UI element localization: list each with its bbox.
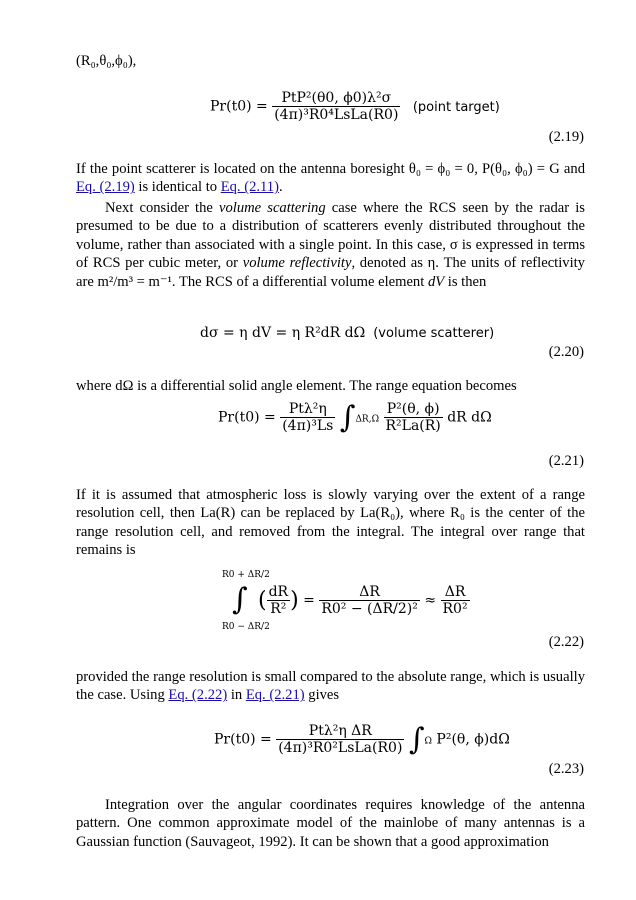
eq222-upper-limit: R0 + ΔR/2 [222, 570, 270, 580]
p1-text-c: . [278, 179, 283, 196]
eq221-denominator-2: R²La(R) [385, 418, 441, 434]
paragraph-boresight [76, 160, 585, 197]
eq220-text: dσ = η dV = η R²dR dΩ [200, 325, 366, 341]
eq221-lhs: Pr(t0) = [218, 409, 276, 426]
integral-sign-icon: ∫ [408, 722, 425, 757]
eq223-fraction [276, 723, 404, 756]
eq-2-22-link[interactable]: Eq. (2.22) [168, 687, 228, 704]
eq221-fraction-1 [280, 401, 335, 434]
equation-2-23 [214, 722, 510, 757]
eq222-fraction-3 [441, 584, 470, 617]
eq222-lower-limit: R0 − ΔR/2 [222, 622, 270, 632]
eq223-integral-domain: Ω [424, 736, 432, 747]
equation-number-2-22: (2.22) [548, 634, 584, 650]
eq222-denominator-2: R0² − (ΔR/2)² [321, 601, 418, 617]
equation-number-2-19: (2.19) [548, 129, 584, 145]
equation-2-19 [210, 90, 500, 123]
p2-italic-dv: dV [427, 273, 445, 290]
p5-text-b: in [227, 687, 246, 704]
p1-text-b: is identical to [134, 179, 221, 196]
eq219-note: (point target) [412, 99, 500, 115]
eq222-denominator-1: R² [270, 601, 287, 617]
eq219-numerator: PtP²(θ0, ϕ0)λ²σ [272, 90, 400, 107]
eq222-fraction-2 [319, 584, 420, 617]
right-paren-icon: ) [290, 588, 299, 613]
eq222-numerator-1: dR [268, 584, 289, 600]
eq221-numerator-1: Ptλ²η [280, 401, 335, 418]
p5-text-a: provided the range resolution is small compared to the absolute range, which is usually the case. Using [76, 669, 585, 704]
eq221-fraction-2 [384, 401, 443, 434]
eq222-denominator-3: R0² [442, 601, 468, 617]
paragraph-range-resolution [76, 668, 585, 705]
equation-number-2-23: (2.23) [548, 761, 584, 777]
p5-text-c: gives [304, 687, 340, 704]
eq221-denominator-1: (4π)³Ls [282, 418, 334, 434]
equation-2-22 [222, 570, 482, 636]
p2-text-b: case where the RCS seen by the radar is presumed to be due to a distribution of scatterers evenly distributed throughout the volume, rather than associated with a single point. In this case, σ is expressed in terms of RCS per cubic meter, or [76, 200, 585, 272]
eq219-denominator: (4π)³R0⁴LsLa(R0) [274, 107, 399, 123]
left-paren-icon: ( [258, 588, 267, 613]
paragraph-integration: Integration over the angular coordinates requires knowledge of the antenna pattern. One common approximate model of the mainlobe of many antennas is a Gaussian function (Sauvageot, 1992). It can be shown that a good approximation [76, 797, 585, 850]
eq223-lhs: Pr(t0) = [214, 731, 272, 748]
p2-italic-volume-scattering: volume scattering [219, 200, 326, 216]
paragraph-range-equation: where dΩ is a differential solid angle element. The range equation becomes [76, 378, 517, 394]
equation-2-20 [200, 325, 494, 341]
eq223-numerator: Ptλ²η ΔR [276, 723, 404, 740]
eq219-lhs: Pr(t0) = [210, 98, 268, 115]
eq220-note: (volume scatterer) [373, 326, 495, 341]
eq222-numerator-2: ΔR [319, 584, 420, 601]
p2-italic-volume-reflectivity: volume reflectivity [242, 255, 352, 272]
integral-sign-icon: ∫ [339, 400, 356, 435]
p2-text-c: , denoted as η. The units of reflectivity are m²/m³ = m⁻¹. The RCS of a differential volume element [76, 255, 585, 290]
equation-number-2-21: (2.21) [548, 453, 584, 469]
eq-2-11-link[interactable]: Eq. (2.11) [220, 179, 279, 196]
equation-2-21 [218, 400, 492, 435]
eq223-tail: P²(θ, ϕ)dΩ [436, 731, 510, 748]
eq-2-21-link[interactable]: Eq. (2.21) [245, 687, 305, 704]
eq219-fraction [272, 90, 400, 123]
p1-text-a: If the point scatterer is located on the antenna boresight θ₀ = ϕ₀ = 0, P(θ₀, ϕ₀) = G and [76, 161, 585, 177]
p2-text-d: is then [444, 273, 487, 290]
eq222-numerator-3: ΔR [441, 584, 470, 601]
eq222-body: ( $\frac{dR}{\text{R²}}$ ) = $\frac{\Delta R}{\text{R0² − (ΔR/2)²}}$ ≈ $\frac{\Delta R}{\text{R0²}}$ [258, 584, 468, 617]
opening-line: (R₀,θ₀,ϕ₀), [76, 53, 137, 69]
eq221-integral-domain: ΔR,Ω [355, 414, 380, 425]
eq-2-19-link[interactable]: Eq. (2.19) [76, 179, 135, 196]
integral-sign-icon: ∫ [232, 582, 248, 617]
eq222-fraction-1 [267, 584, 291, 617]
eq223-denominator: (4π)³R0²LsLa(R0) [278, 740, 403, 756]
eq221-tail: dR dΩ [447, 409, 492, 426]
paragraph-volume-scattering [76, 199, 585, 291]
eq221-numerator-2: P²(θ, ϕ) [384, 401, 443, 418]
equation-number-2-20: (2.20) [548, 344, 584, 360]
paragraph-atmospheric-loss: If it is assumed that atmospheric loss is slowly varying over the extent of a range resolution cell, then La(R) can be replaced by La(R₀), where R₀ is the center of the range resolution cell, and removed from the integral. The integral over range that remains is [76, 487, 585, 559]
p2-text-a: Next consider the [105, 200, 220, 216]
